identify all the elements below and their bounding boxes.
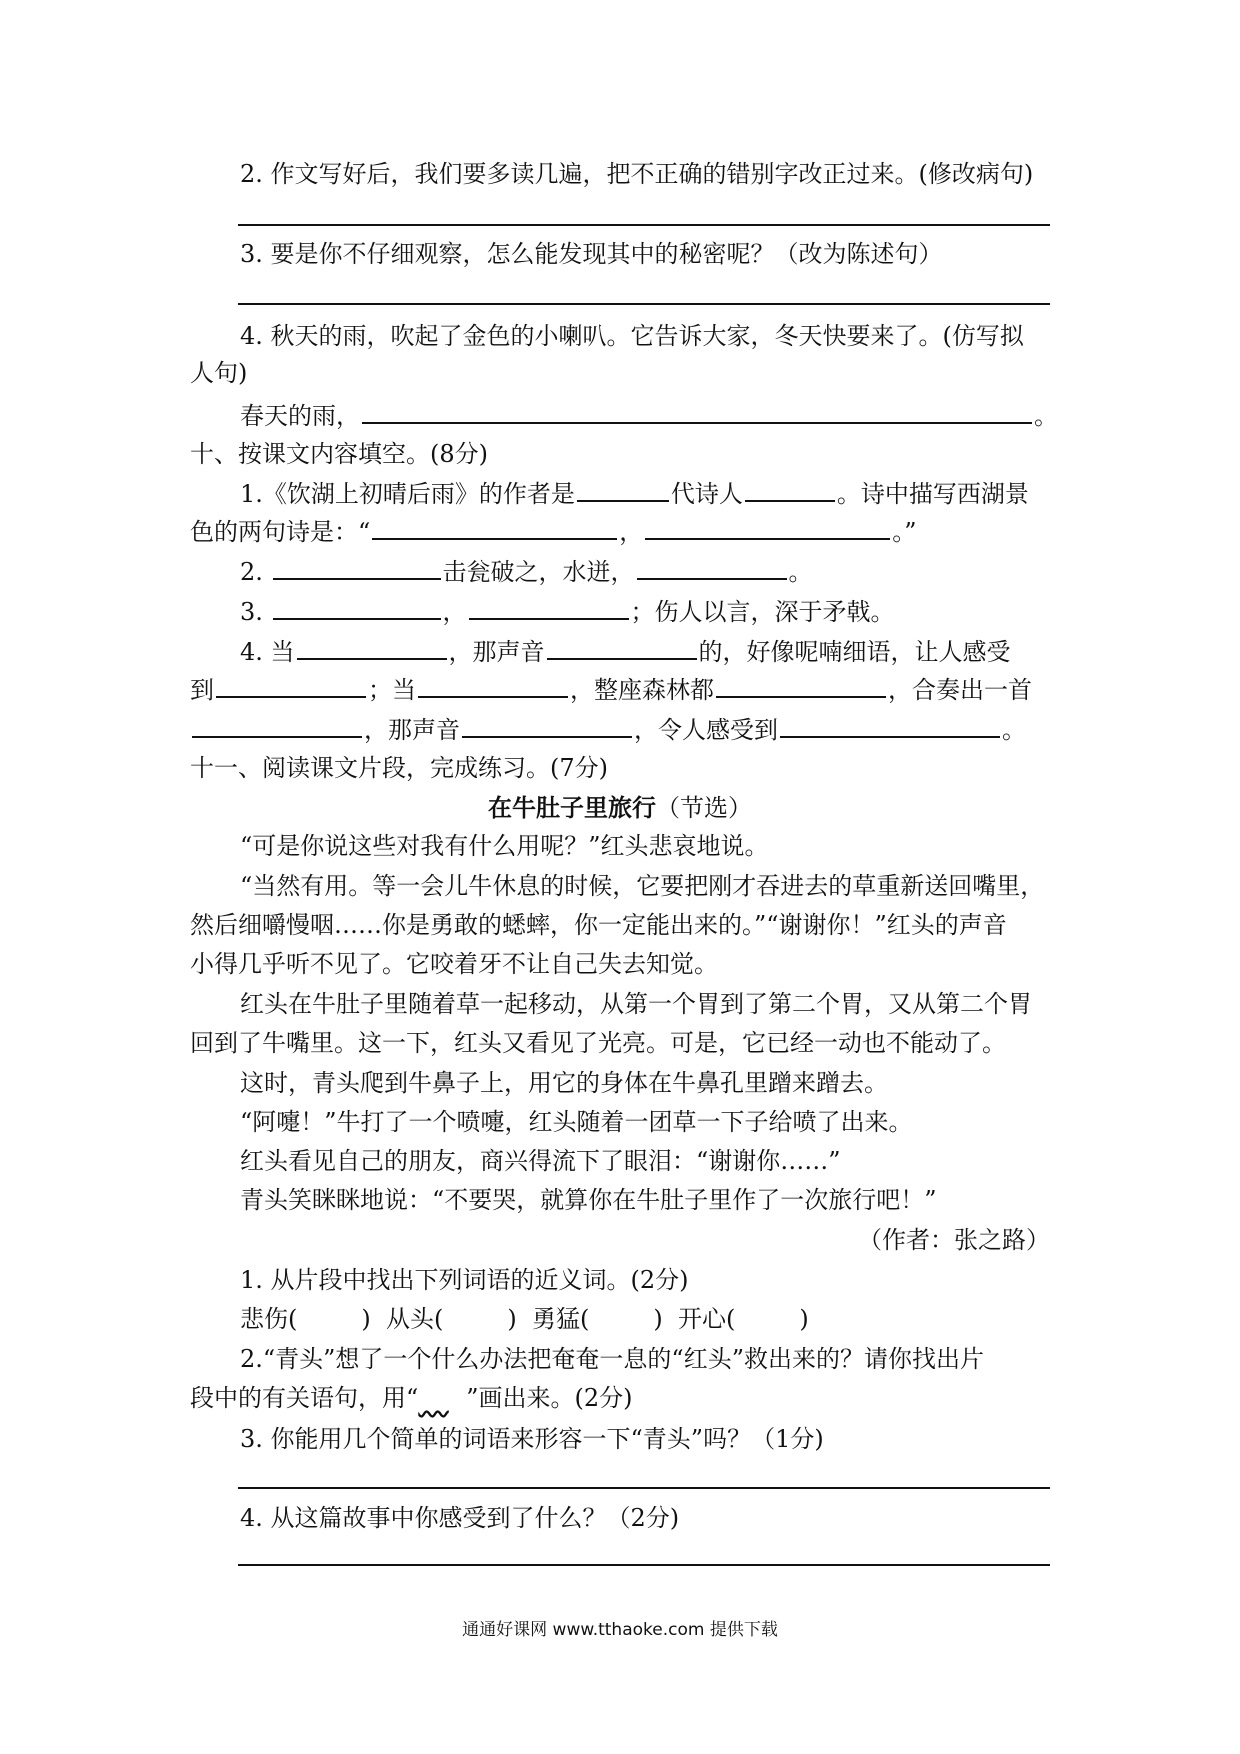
passage-p2-cont2: 小得几乎听不见了。它咬着牙不让自己失去知觉。 <box>190 950 718 978</box>
s10-item-4-cont <box>190 670 1050 708</box>
q2-text: 段中的有关语句，用“ <box>190 1384 419 1412</box>
s10-text: ，合奏出一首 <box>888 676 1032 704</box>
s10-item-1-cont <box>190 512 1050 550</box>
section-10-heading: 十、按课文内容填空。(8分) <box>190 440 488 468</box>
s10-text: ，整座森林都 <box>570 676 714 704</box>
passage-p1: “可是你说这些对我有什么用呢？”红头悲哀地说。 <box>240 832 769 860</box>
s10-text: 。诗中描写西湖景 <box>836 480 1029 508</box>
s10-text: 到 <box>190 676 214 704</box>
s10-item-2 <box>240 552 1050 590</box>
s10-text: ，那声音 <box>364 716 460 744</box>
section-11-heading: 十一、阅读课文片段，完成练习。(7分) <box>190 754 608 782</box>
s10-item-3 <box>240 592 1050 630</box>
passage-p3: 红头在牛肚子里随着草一起移动，从第一个胃到了第二个胃，又从第二个胃 <box>240 990 1032 1018</box>
paren-close: ) <box>653 1305 663 1333</box>
q9-item-4-cont: 人句) <box>190 359 248 387</box>
page-footer: 通通好课网 www.tthaoke.com 提供下载 <box>462 1620 778 1640</box>
fill-blank[interactable] <box>645 512 890 540</box>
q9-item-2: 2. 作文写好后，我们要多读几遍，把不正确的错别字改正过来。(修改病句) <box>240 160 1034 188</box>
s10-text: 2. <box>240 558 263 586</box>
fill-blank[interactable] <box>780 710 1000 738</box>
s10-text: 。 <box>1002 716 1026 744</box>
fill-blank[interactable] <box>577 474 669 502</box>
answer-line[interactable] <box>238 1487 1050 1489</box>
q9-item-4-answer <box>240 396 1058 434</box>
passage-p6: 红头看见自己的朋友，商兴得流下了眼泪：“谢谢你……” <box>240 1147 841 1175</box>
passage-author: （作者：张之路） <box>858 1226 1050 1254</box>
fill-blank[interactable] <box>418 670 568 698</box>
s10-text: 的，好像呢喃细语，让人感受 <box>698 638 1011 666</box>
s11-question-1: 1. 从片段中找出下列词语的近义词。(2分) <box>240 1266 689 1294</box>
s10-item-1 <box>240 474 1050 512</box>
s10-text: 击瓮破之，水迸， <box>442 558 635 586</box>
passage-p2: “当然有用。等一会儿牛休息的时候，它要把刚才吞进去的草重新送回嘴里， <box>240 872 1045 900</box>
s10-text: ， <box>619 518 644 546</box>
s10-text: 代诗人 <box>670 480 743 508</box>
passage-title-main: 在牛肚子里旅行 <box>488 793 656 822</box>
s10-text: ；当 <box>368 676 416 704</box>
passage-title <box>190 790 1050 826</box>
fill-blank[interactable] <box>745 474 835 502</box>
fill-blank[interactable] <box>362 396 1032 424</box>
fill-blank[interactable] <box>637 552 787 580</box>
fill-blank[interactable] <box>297 632 447 660</box>
fill-blank[interactable] <box>372 512 617 540</box>
paren-close: ) <box>361 1305 371 1333</box>
s10-text: ；伤人以言，深于矛戟。 <box>630 598 895 626</box>
answer-line[interactable] <box>238 303 1050 305</box>
s11-question-3: 3. 你能用几个简单的词语来形容一下“青头”吗？（1分) <box>240 1425 824 1453</box>
passage-p2-cont: 然后细嚼慢咽……你是勇敢的蟋蟀，你一定能出来的。”“谢谢你！”红头的声音 <box>190 911 1007 939</box>
s10-text: ，那声音 <box>448 638 545 666</box>
word-prompt: 勇猛( <box>532 1305 590 1333</box>
passage-title-suffix: （节选） <box>656 794 752 822</box>
fill-blank[interactable] <box>469 592 629 620</box>
s11-question-2: 2.“青头”想了一个什么办法把奄奄一息的“红头”救出来的？请你找出片 <box>240 1345 984 1373</box>
answer-line[interactable] <box>238 224 1050 226</box>
q9-item-4: 4. 秋天的雨，吹起了金色的小喇叭。它告诉大家，冬天快要来了。(仿写拟 <box>240 322 1024 350</box>
s10-text: ， <box>442 598 467 626</box>
answer-line[interactable] <box>238 1564 1050 1566</box>
fill-blank[interactable] <box>547 632 697 660</box>
s10-text: 4. 当 <box>240 638 295 666</box>
word-prompt: 开心( <box>678 1305 736 1333</box>
s10-text: 1.《饮湖上初晴后雨》的作者是 <box>240 480 575 508</box>
fill-blank[interactable] <box>273 552 441 580</box>
passage-p7: 青头笑眯眯地说：“不要哭，就算你在牛肚子里作了一次旅行吧！” <box>240 1186 937 1214</box>
q2-text: ”画出来。(2分) <box>466 1384 633 1412</box>
fill-blank[interactable] <box>216 670 366 698</box>
fill-blank[interactable] <box>462 710 632 738</box>
s10-text: ，令人感受到 <box>634 716 778 744</box>
s10-text: 。 <box>788 558 813 586</box>
paren-close: ) <box>799 1305 809 1333</box>
q9-item-4-prefix: 春天的雨， <box>240 402 360 430</box>
wavy-underline-mark <box>418 1380 466 1416</box>
q9-item-4-end: 。 <box>1034 402 1058 430</box>
passage-p4: 这时，青头爬到牛鼻子上，用它的身体在牛鼻孔里蹭来蹭去。 <box>240 1069 888 1097</box>
word-prompt: 悲伤( <box>240 1305 298 1333</box>
paren-close: ) <box>507 1305 517 1333</box>
fill-blank[interactable] <box>192 710 362 738</box>
fill-blank[interactable] <box>716 670 886 698</box>
s11-question-2-cont <box>190 1380 1050 1416</box>
passage-p5: “阿嚏！”牛打了一个喷嚏，红头随着一团草一下子给喷了出来。 <box>240 1108 913 1136</box>
s10-item-4-cont2 <box>190 710 1050 748</box>
s11-question-1-words <box>240 1301 1050 1337</box>
s10-item-4 <box>240 632 1050 670</box>
s10-text: 。” <box>892 518 917 546</box>
s10-text: 3. <box>240 598 263 626</box>
s10-text: 色的两句诗是：“ <box>190 518 371 546</box>
fill-blank[interactable] <box>273 592 441 620</box>
word-prompt: 从头( <box>386 1305 444 1333</box>
passage-p3-cont: 回到了牛嘴里。这一下，红头又看见了光亮。可是，它已经一动也不能动了。 <box>190 1029 1006 1057</box>
q9-item-3: 3. 要是你不仔细观察，怎么能发现其中的秘密呢？（改为陈述句） <box>240 240 943 268</box>
s11-question-4: 4. 从这篇故事中你感受到了什么？（2分) <box>240 1504 680 1532</box>
